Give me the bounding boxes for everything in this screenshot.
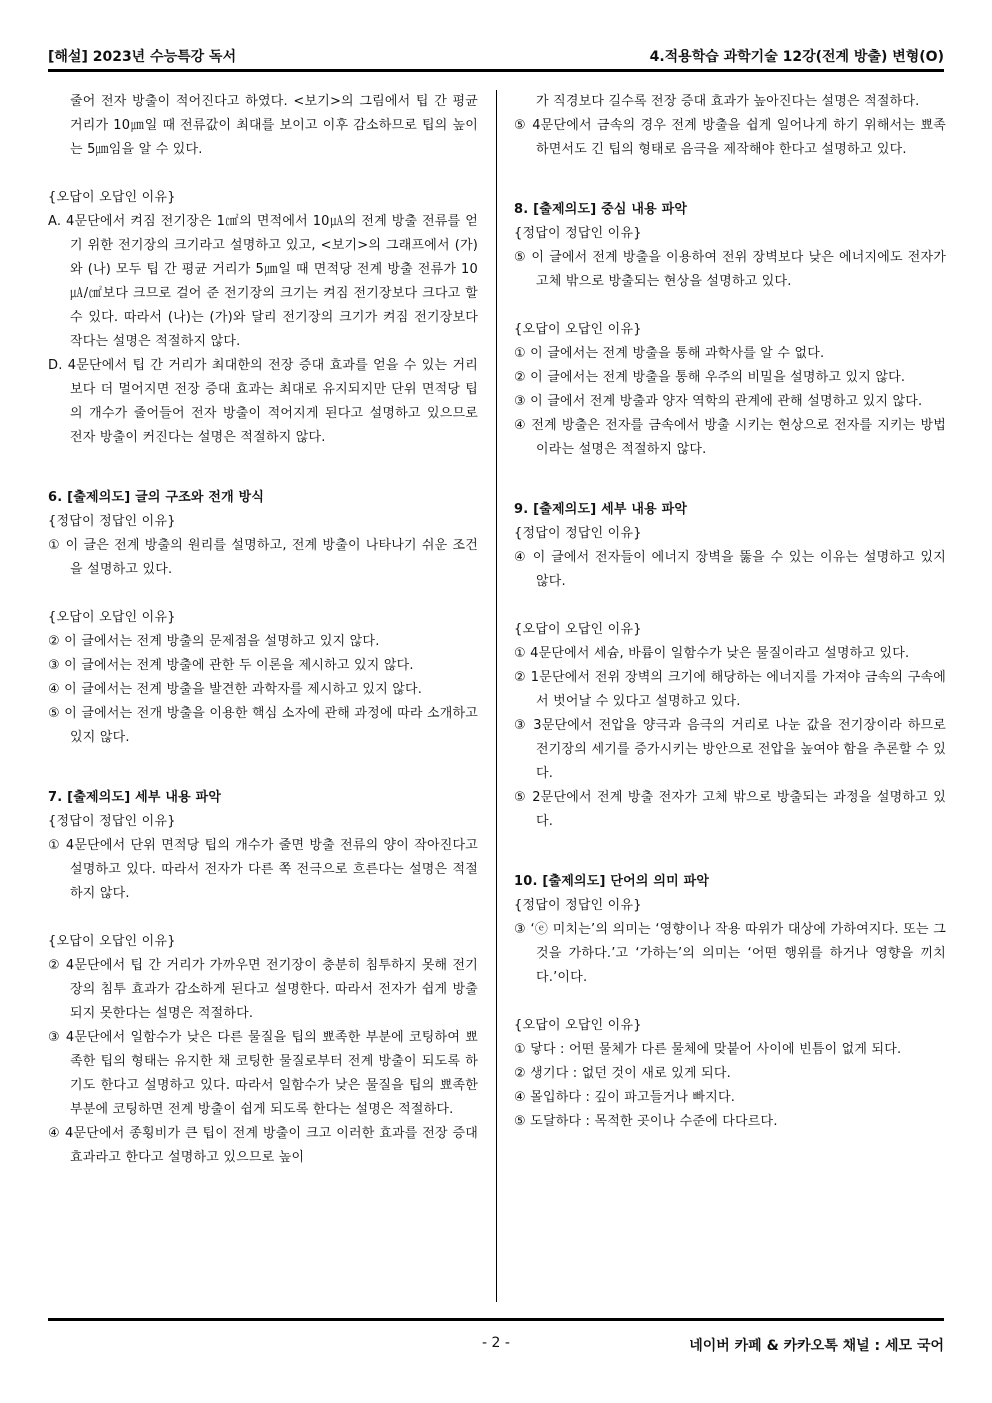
correct-label: {정답이 정답인 이유} <box>514 226 642 241</box>
correct-item: ① 4문단에서 단위 면적당 팁의 개수가 줄면 방출 전류의 양이 작아진다고 설명하고 있다. 따라서 전자가 다른 쪽 전극으로 흐른다는 설명은 적절하지 않다. <box>48 838 478 901</box>
wrong-item: ② 생기다 : 없던 것이 새로 있게 되다. <box>514 1066 731 1081</box>
right-column <box>514 90 946 1134</box>
question-title: 7. [출제의도] 세부 내용 파악 <box>48 790 222 805</box>
wrong-item: ④ 이 글에서는 전계 방출을 발견한 과학자를 제시하고 있지 않다. <box>48 682 423 697</box>
correct-label: {정답이 정답인 이유} <box>48 814 176 829</box>
wrong-label: {오답이 오답인 이유} <box>48 190 176 205</box>
intro-paragraph: 줄어 전자 방출이 적어진다고 하였다. <보기>의 그림에서 팁 간 평균 거리가 10㎛일 때 전류값이 최대를 보이고 이후 감소하므로 팁의 높이는 5㎛임을 알 수 있다. <box>70 94 478 157</box>
wrong-item: ④ 몰입하다 : 깊이 파고들거나 빠지다. <box>514 1090 736 1105</box>
wrong-item: ① 4문단에서 세슘, 바륨이 일함수가 낮은 물질이라고 설명하고 있다. <box>514 646 910 661</box>
header-title: [해설] 2023년 수능특강 독서 <box>48 49 237 65</box>
page-header <box>48 44 944 68</box>
wrong-label: {오답이 오답인 이유} <box>48 934 176 949</box>
continued-paragraph: 가 직경보다 길수록 전장 증대 효과가 높아진다는 설명은 적절하다. <box>536 94 920 109</box>
wrong-item: ⑤ 도달하다 : 목적한 곳이나 수준에 다다르다. <box>514 1114 778 1129</box>
correct-label: {정답이 정답인 이유} <box>48 514 176 529</box>
question-title: 10. [출제의도] 단어의 의미 파악 <box>514 874 710 889</box>
correct-label: {정답이 정답인 이유} <box>514 898 642 913</box>
correct-item: ③ ‘ⓔ 미치는’의 의미는 ‘영향이나 작용 따위가 대상에 가하여지다. 또는 그것을 가하다.’고 ‘가하는’의 의미는 ‘어떤 행위를 하거나 영향을 끼치다.’이다. <box>514 922 946 985</box>
page-number: - 2 - <box>482 1335 510 1351</box>
correct-item: ④ 이 글에서 전자들이 에너지 장벽을 뚫을 수 있는 이유는 설명하고 있지 않다. <box>514 550 946 589</box>
wrong-label: {오답이 오답인 이유} <box>514 622 642 637</box>
wrong-label: {오답이 오답인 이유} <box>514 1018 642 1033</box>
wrong-item: ② 4문단에서 팁 간 거리가 가까우면 전기장이 충분히 침투하지 못해 전기장의 침투 효과가 감소하게 된다고 설명한다. 따라서 전자가 쉽게 방출되지 못한다는 설명은 적절하다. <box>48 958 478 1021</box>
wrong-item: ③ 3문단에서 전압을 양극과 음극의 거리로 나눈 값을 전기장이라 하므로 전기장의 세기를 증가시키는 방안으로 전압을 높여야 함을 추론할 수 있다. <box>514 718 946 781</box>
wrong-item: ⑤ 4문단에서 금속의 경우 전계 방출을 쉽게 일어나게 하기 위해서는 뾰족하면서도 긴 팁의 형태로 음극을 제작해야 한다고 설명하고 있다. <box>514 118 946 157</box>
column-divider <box>496 90 497 1302</box>
header-rule <box>48 69 944 72</box>
wrong-item: D. 4문단에서 팁 간 거리가 최대한의 전장 증대 효과를 얻을 수 있는 거리보다 더 멀어지면 전장 증대 효과는 최대로 유지되지만 단위 면적당 팁의 개수가 줄어들어 전자 방출이 적어지게 된다고 설명하고 있으므로 전자 방출이 커진다는 설명은 적절하지 않다. <box>48 358 478 445</box>
question-title: 9. [출제의도] 세부 내용 파악 <box>514 502 688 517</box>
correct-item: ① 이 글은 전계 방출의 원리를 설명하고, 전계 방출이 나타나기 쉬운 조건을 설명하고 있다. <box>48 538 478 577</box>
wrong-item: ④ 4문단에서 종횡비가 큰 팁이 전계 방출이 크고 이러한 효과를 전장 증대 효과라고 한다고 설명하고 있으므로 높이 <box>48 1126 478 1165</box>
wrong-item: ① 닿다 : 어떤 물체가 다른 물체에 맞붙어 사이에 빈틈이 없게 되다. <box>514 1042 902 1057</box>
wrong-item: ② 이 글에서는 전계 방출의 문제점을 설명하고 있지 않다. <box>48 634 380 649</box>
wrong-item: ⑤ 이 글에서는 전개 방출을 이용한 핵심 소자에 관해 과정에 따라 소개하고 있지 않다. <box>48 706 478 745</box>
wrong-item: ① 이 글에서는 전계 방출을 통해 과학사를 알 수 없다. <box>514 346 825 361</box>
footer-rule <box>48 1318 944 1321</box>
footer-channel: 네이버 카페 & 카카오톡 채널 : 세모 국어 <box>689 1338 944 1354</box>
wrong-item: ② 이 글에서는 전계 방출을 통해 우주의 비밀을 설명하고 있지 않다. <box>514 370 906 385</box>
wrong-label: {오답이 오답인 이유} <box>48 610 176 625</box>
wrong-item: A. 4문단에서 켜짐 전기장은 1㎠의 면적에서 10㎂의 전계 방출 전류를 얻기 위한 전기장의 크기라고 설명하고 있고, <보기>의 그래프에서 (가)와 (나) 모두 팁 간 평균 거리가 5㎛일 때 면적당 전계 방출 전류가 10㎂/㎠보다 크므로 걸어 준 전기장의 크기는 켜짐 전기장보다 크다고 할 수 있다. 따라서 (나)는 (가)와 달리 전기장의 크기가 켜짐 전기장보다 작다는 설명은 적절하지 않다. <box>48 214 478 349</box>
wrong-item: ③ 이 글에서 전계 방출과 양자 역학의 관계에 관해 설명하고 있지 않다. <box>514 394 923 409</box>
wrong-item: ② 1문단에서 전위 장벽의 크기에 해당하는 에너지를 가져야 금속의 구속에서 벗어날 수 있다고 설명하고 있다. <box>514 670 946 709</box>
page-footer <box>48 1333 944 1357</box>
wrong-item: ③ 이 글에서는 전계 방출에 관한 두 이론을 제시하고 있지 않다. <box>48 658 414 673</box>
wrong-item: ⑤ 2문단에서 전계 방출 전자가 고체 밖으로 방출되는 과정을 설명하고 있다. <box>514 790 946 829</box>
left-column <box>48 90 478 1170</box>
wrong-item: ④ 전계 방출은 전자를 금속에서 방출 시키는 현상으로 전자를 지키는 방법이라는 설명은 적절하지 않다. <box>514 418 946 457</box>
question-title: 8. [출제의도] 중심 내용 파악 <box>514 202 688 217</box>
correct-label: {정답이 정답인 이유} <box>514 526 642 541</box>
wrong-item: ③ 4문단에서 일함수가 낮은 다른 물질을 팁의 뾰족한 부분에 코팅하여 뾰족한 팁의 형태는 유지한 채 코팅한 물질로부터 전계 방출이 되도록 하기도 한다고 설명하고 있다. 따라서 일함수가 낮은 물질을 팁의 뾰족한 부분에 코팅하면 전계 방출이 쉽게 되도록 한다는 설명은 적절하다. <box>48 1030 478 1117</box>
correct-item: ⑤ 이 글에서 전계 방출을 이용하여 전위 장벽보다 낮은 에너지에도 전자가 고체 밖으로 방출되는 현상을 설명하고 있다. <box>514 250 946 289</box>
wrong-label: {오답이 오답인 이유} <box>514 322 642 337</box>
question-title: 6. [출제의도] 글의 구조와 전개 방식 <box>48 490 265 505</box>
header-section: 4.적용학습 과학기술 12강(전계 방출) 변형(O) <box>649 49 944 65</box>
